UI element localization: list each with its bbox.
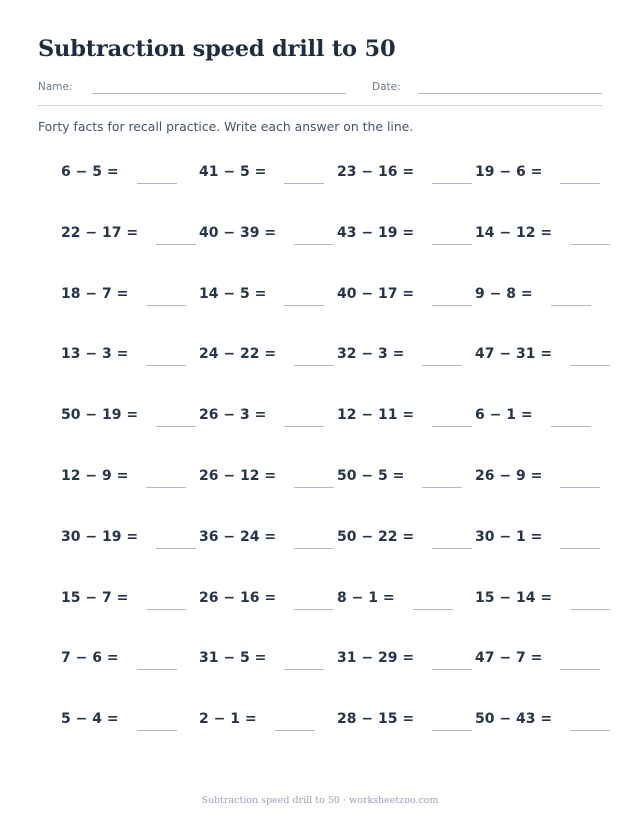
fact-expression: 26 − 12 =	[199, 467, 277, 484]
fact-expression: 8 − 1 =	[337, 589, 395, 606]
answer-line[interactable]	[294, 548, 334, 549]
answer-line[interactable]	[275, 730, 315, 731]
answer-line[interactable]	[156, 548, 196, 549]
fact-item	[199, 282, 337, 312]
fact-expression: 32 − 3 =	[337, 346, 405, 363]
fact-expression: 19 − 6 =	[475, 164, 543, 180]
answer-line[interactable]	[294, 365, 334, 366]
answer-line[interactable]	[551, 305, 591, 306]
fact-expression: 26 − 3 =	[199, 407, 267, 424]
fact-item	[61, 160, 199, 190]
fact-item	[475, 525, 613, 555]
fact-expression: 2 − 1 =	[199, 711, 257, 728]
fact-expression: 6 − 1 =	[475, 407, 533, 424]
fact-item	[337, 221, 475, 251]
worksheet-title: Subtraction speed drill to 50	[38, 36, 396, 62]
fact-item	[337, 464, 475, 494]
answer-line[interactable]	[137, 183, 177, 184]
answer-line[interactable]	[294, 244, 334, 245]
fact-expression: 31 − 29 =	[337, 650, 415, 667]
fact-item	[475, 282, 613, 312]
fact-expression: 43 − 19 =	[337, 224, 415, 241]
answer-line[interactable]	[560, 669, 600, 670]
fact-expression: 30 − 1 =	[475, 528, 543, 545]
fact-item	[199, 646, 337, 676]
fact-expression: 40 − 17 =	[337, 285, 415, 302]
answer-line[interactable]	[432, 548, 472, 549]
fact-expression: 9 − 8 =	[475, 285, 533, 302]
fact-expression: 47 − 31 =	[475, 346, 553, 363]
answer-line[interactable]	[146, 305, 186, 306]
answer-line[interactable]	[570, 730, 610, 731]
fact-item	[61, 221, 199, 251]
answer-line[interactable]	[294, 609, 334, 610]
fact-expression: 47 − 7 =	[475, 650, 543, 667]
fact-item	[61, 646, 199, 676]
fact-item	[199, 160, 337, 190]
fact-item	[475, 464, 613, 494]
answer-line[interactable]	[156, 244, 196, 245]
answer-line[interactable]	[146, 365, 186, 366]
answer-line[interactable]	[294, 487, 334, 488]
name-field-line[interactable]	[92, 93, 346, 94]
fact-expression: 14 − 12 =	[475, 224, 553, 241]
answer-line[interactable]	[284, 305, 324, 306]
fact-expression: 50 − 22 =	[337, 528, 415, 545]
fact-item	[199, 221, 337, 251]
answer-line[interactable]	[284, 669, 324, 670]
answer-line[interactable]	[432, 183, 472, 184]
date-label: Date:	[372, 81, 401, 93]
answer-line[interactable]	[137, 669, 177, 670]
fact-expression: 12 − 11 =	[337, 407, 415, 424]
fact-item	[199, 342, 337, 372]
name-label: Name:	[38, 81, 73, 93]
fact-expression: 50 − 19 =	[61, 407, 139, 424]
fact-item	[199, 403, 337, 433]
fact-expression: 30 − 19 =	[61, 528, 139, 545]
name-date-row	[38, 80, 602, 100]
fact-item	[61, 707, 199, 737]
answer-line[interactable]	[422, 487, 462, 488]
fact-item	[337, 707, 475, 737]
fact-expression: 23 − 16 =	[337, 164, 415, 180]
fact-item	[199, 707, 337, 737]
fact-item	[61, 403, 199, 433]
fact-expression: 40 − 39 =	[199, 224, 277, 241]
answer-line[interactable]	[156, 426, 196, 427]
fact-expression: 15 − 14 =	[475, 589, 553, 606]
fact-expression: 26 − 9 =	[475, 467, 543, 484]
fact-item	[337, 403, 475, 433]
fact-item	[475, 586, 613, 616]
answer-line[interactable]	[284, 183, 324, 184]
fact-expression: 24 − 22 =	[199, 346, 277, 363]
answer-line[interactable]	[560, 183, 600, 184]
fact-expression: 7 − 6 =	[61, 650, 119, 667]
fact-item	[475, 342, 613, 372]
fact-item	[61, 282, 199, 312]
answer-line[interactable]	[551, 426, 591, 427]
answer-line[interactable]	[137, 730, 177, 731]
answer-line[interactable]	[422, 365, 462, 366]
fact-item	[199, 586, 337, 616]
fact-item	[61, 464, 199, 494]
answer-line[interactable]	[432, 244, 472, 245]
fact-expression: 50 − 43 =	[475, 711, 553, 728]
fact-expression: 14 − 5 =	[199, 285, 267, 302]
facts-grid	[61, 160, 613, 768]
fact-expression: 5 − 4 =	[61, 711, 119, 728]
header-divider	[38, 105, 602, 106]
fact-item	[475, 707, 613, 737]
fact-expression: 50 − 5 =	[337, 467, 405, 484]
fact-expression: 26 − 16 =	[199, 589, 277, 606]
fact-item	[337, 342, 475, 372]
answer-line[interactable]	[146, 487, 186, 488]
answer-line[interactable]	[432, 669, 472, 670]
fact-expression: 41 − 5 =	[199, 164, 267, 180]
answer-line[interactable]	[146, 609, 186, 610]
answer-line[interactable]	[432, 305, 472, 306]
fact-expression: 15 − 7 =	[61, 589, 129, 606]
fact-expression: 13 − 3 =	[61, 346, 129, 363]
fact-item	[337, 282, 475, 312]
fact-item	[337, 160, 475, 190]
answer-line[interactable]	[560, 487, 600, 488]
fact-item	[475, 221, 613, 251]
answer-line[interactable]	[432, 730, 472, 731]
fact-expression: 31 − 5 =	[199, 650, 267, 667]
footer: Subtraction speed drill to 50 · worksheetzoo.com	[201, 795, 439, 806]
fact-item	[199, 464, 337, 494]
fact-expression: 18 − 7 =	[61, 285, 129, 302]
fact-item	[337, 586, 475, 616]
fact-expression: 28 − 15 =	[337, 711, 415, 728]
answer-line[interactable]	[413, 609, 453, 610]
fact-item	[199, 525, 337, 555]
fact-item	[337, 646, 475, 676]
fact-expression: 22 − 17 =	[61, 224, 139, 241]
answer-line[interactable]	[570, 244, 610, 245]
instructions: Forty facts for recall practice. Write each answer on the line.	[38, 119, 414, 134]
answer-line[interactable]	[560, 548, 600, 549]
answer-line[interactable]	[570, 365, 610, 366]
fact-item	[337, 525, 475, 555]
answer-line[interactable]	[570, 609, 610, 610]
fact-expression: 36 − 24 =	[199, 528, 277, 545]
answer-line[interactable]	[432, 426, 472, 427]
fact-expression: 6 − 5 =	[61, 164, 119, 180]
fact-expression: 12 − 9 =	[61, 467, 129, 484]
fact-item	[61, 586, 199, 616]
fact-item	[61, 342, 199, 372]
date-field-line[interactable]	[418, 93, 602, 94]
fact-item	[475, 160, 613, 190]
fact-item	[475, 403, 613, 433]
fact-item	[61, 525, 199, 555]
fact-item	[475, 646, 613, 676]
answer-line[interactable]	[284, 426, 324, 427]
